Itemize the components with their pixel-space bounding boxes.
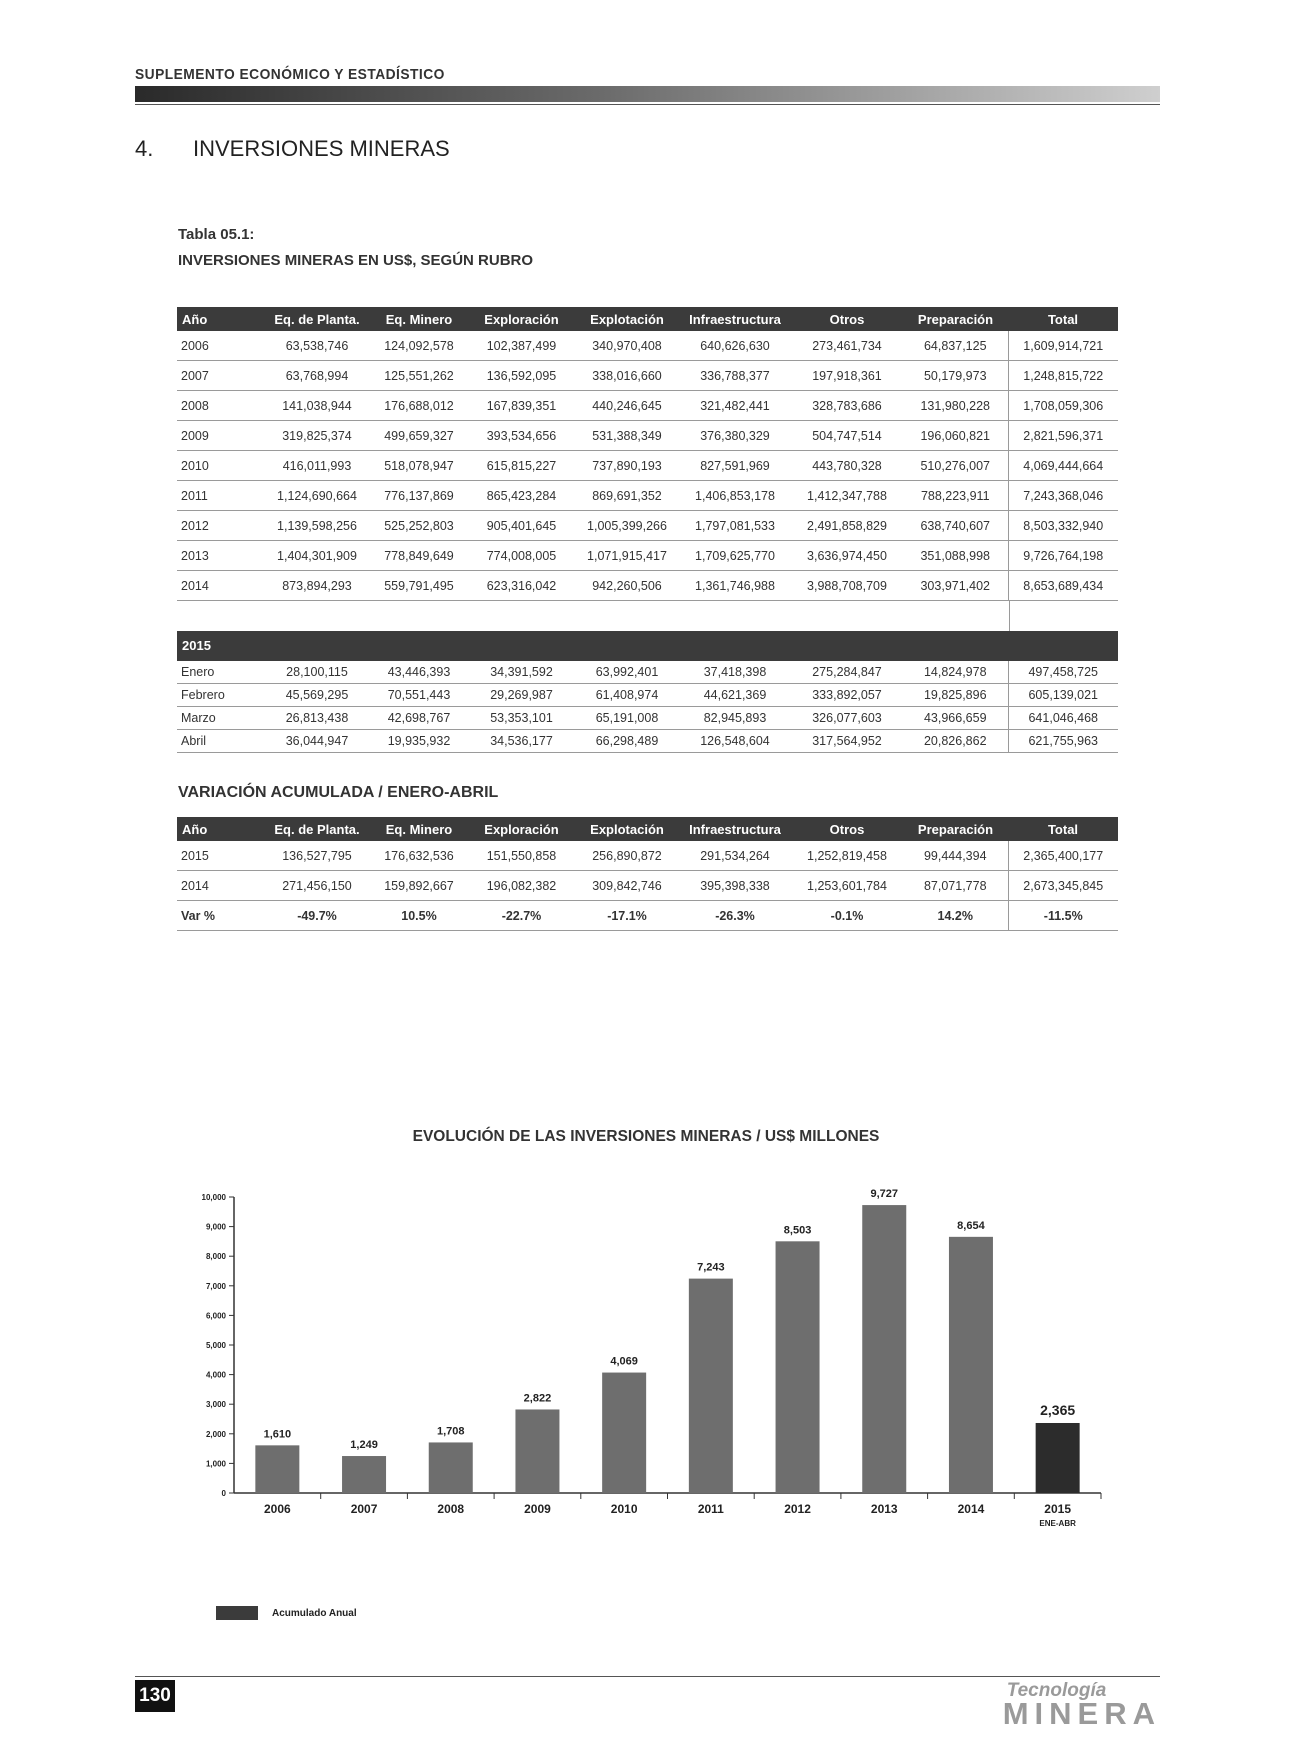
table-cell: 70,551,443 [370, 684, 468, 707]
table-cell: 19,935,932 [370, 730, 468, 753]
column-header: Total [1008, 817, 1118, 841]
table-cell: 333,892,057 [791, 684, 903, 707]
column-header: Preparación [903, 817, 1008, 841]
table-cell: 2010 [177, 451, 264, 481]
table-cell: 788,223,911 [903, 481, 1008, 511]
bar-2007 [342, 1456, 386, 1493]
column-header: Otros [791, 307, 903, 331]
table-cell: 2007 [177, 361, 264, 391]
table-cell: 3,988,708,709 [791, 571, 903, 601]
bar-2011 [689, 1279, 733, 1493]
section-number: 4. [135, 136, 154, 161]
table-cell: 336,788,377 [679, 361, 791, 391]
y-tick-label: 8,000 [205, 1252, 226, 1262]
table-cell: 42,698,767 [370, 707, 468, 730]
table-cell: 638,740,607 [903, 511, 1008, 541]
table-cell: 53,353,101 [468, 707, 575, 730]
table-cell: 2,491,858,829 [791, 511, 903, 541]
table-cell: 376,380,329 [679, 421, 791, 451]
x-tick-label: 2009 [524, 1502, 551, 1516]
bar-2009 [515, 1409, 559, 1493]
bar-value-label: 2,822 [523, 1392, 552, 1405]
bar-2006 [255, 1445, 299, 1493]
chart-legend [216, 1606, 357, 1620]
table-cell: 351,088,998 [903, 541, 1008, 571]
table-cell: 43,966,659 [903, 707, 1008, 730]
table-cell: 443,780,328 [791, 451, 903, 481]
section-title: INVERSIONES MINERAS [193, 136, 450, 161]
table-cell: 309,842,746 [575, 871, 679, 901]
table-cell: 1,797,081,533 [679, 511, 791, 541]
table-cell: 395,398,338 [679, 871, 791, 901]
y-tick-label: 7,000 [205, 1281, 226, 1291]
table-cell: 14,824,978 [903, 661, 1008, 684]
column-header: Eq. de Planta. [264, 307, 370, 331]
table-cell: 10.5% [370, 901, 468, 931]
table-cell: 159,892,667 [370, 871, 468, 901]
bar-value-label: 7,243 [697, 1261, 725, 1274]
table-cell: 1,253,601,784 [791, 871, 903, 901]
table-cell: 167,839,351 [468, 391, 575, 421]
table-cell: 131,980,228 [903, 391, 1008, 421]
column-header: Infraestructura [679, 307, 791, 331]
table-cell: 827,591,969 [679, 451, 791, 481]
column-header: Total [1008, 307, 1118, 331]
table-cell: 125,551,262 [370, 361, 468, 391]
y-tick-label: 10,000 [201, 1193, 226, 1202]
table-cell: 873,894,293 [264, 571, 370, 601]
table-cell: 615,815,227 [468, 451, 575, 481]
table-cell: 1,412,347,788 [791, 481, 903, 511]
table-cell: 176,688,012 [370, 391, 468, 421]
table-cell: 44,621,369 [679, 684, 791, 707]
table-cell: 151,550,858 [468, 841, 575, 871]
table-cell: 65,191,008 [575, 707, 679, 730]
bar-2008 [429, 1442, 473, 1493]
table-cell: 1,361,746,988 [679, 571, 791, 601]
table-cell: 36,044,947 [264, 730, 370, 753]
table-cell: 3,636,974,450 [791, 541, 903, 571]
table-cell: 1,404,301,909 [264, 541, 370, 571]
table-cell: 1,709,625,770 [679, 541, 791, 571]
column-header: Explotación [575, 817, 679, 841]
x-tick-label: 2010 [610, 1502, 638, 1516]
y-tick-label: 9,000 [205, 1222, 226, 1232]
table-cell: 7,243,368,046 [1008, 481, 1118, 511]
table-cell: 124,092,578 [370, 331, 468, 361]
column-header: Eq. Minero [370, 817, 468, 841]
table-cell: 303,971,402 [903, 571, 1008, 601]
table-cell: 37,418,398 [679, 661, 791, 684]
table-cell: 2015 [177, 841, 264, 871]
table-cell: 499,659,327 [370, 421, 468, 451]
table-cell: 2008 [177, 391, 264, 421]
year-2015-band: 2015 [177, 631, 1118, 661]
table-cell: 623,316,042 [468, 571, 575, 601]
table-cell: 34,391,592 [468, 661, 575, 684]
table-cell: 29,269,987 [468, 684, 575, 707]
x-tick-sublabel: ENE-ABR [1039, 1519, 1076, 1528]
variation-title: VARIACIÓN ACUMULADA / ENERO-ABRIL [178, 784, 499, 801]
table-cell: 64,837,125 [903, 331, 1008, 361]
column-header: Explotación [575, 307, 679, 331]
table-cell: 2,673,345,845 [1008, 871, 1118, 901]
table-cell: 271,456,150 [264, 871, 370, 901]
table-cell: Marzo [177, 707, 264, 730]
column-header: Exploración [468, 817, 575, 841]
table-cell: 641,046,468 [1008, 707, 1118, 730]
table-cell: 28,100,115 [264, 661, 370, 684]
table-cell: 778,849,649 [370, 541, 468, 571]
table-cell: 340,970,408 [575, 331, 679, 361]
table-cell: 605,139,021 [1008, 684, 1118, 707]
table-cell: 1,005,399,266 [575, 511, 679, 541]
table-cell: 82,945,893 [679, 707, 791, 730]
table-cell: 176,632,536 [370, 841, 468, 871]
table-cell: 497,458,725 [1008, 661, 1118, 684]
table-cell: 317,564,952 [791, 730, 903, 753]
x-tick-label: 2013 [870, 1502, 898, 1516]
table-cell: 20,826,862 [903, 730, 1008, 753]
y-tick-label: 1,000 [205, 1459, 226, 1469]
table-cell: 319,825,374 [264, 421, 370, 451]
table-cell: 1,252,819,458 [791, 841, 903, 871]
table-cell: 1,139,598,256 [264, 511, 370, 541]
table-cell: 737,890,193 [575, 451, 679, 481]
table-cell: 504,747,514 [791, 421, 903, 451]
bar-value-label: 9,727 [870, 1188, 899, 1201]
footer-rule [135, 1676, 1160, 1677]
table-cell: 393,534,656 [468, 421, 575, 451]
bar-value-label: 1,610 [263, 1428, 292, 1441]
publisher-logo [1002, 1680, 1161, 1731]
table-cell: 905,401,645 [468, 511, 575, 541]
bar-2013 [862, 1205, 906, 1493]
table-cell: 9,726,764,198 [1008, 541, 1118, 571]
column-header: Eq. Minero [370, 307, 468, 331]
column-header: Preparación [903, 307, 1008, 331]
table-cell: 8,503,332,940 [1008, 511, 1118, 541]
bar-value-label: 8,503 [783, 1224, 812, 1237]
table-cell: 1,248,815,722 [1008, 361, 1118, 391]
x-tick-label: 2008 [437, 1502, 465, 1516]
table-cell: 63,768,994 [264, 361, 370, 391]
table-cell: -49.7% [264, 901, 370, 931]
table-cell: 321,482,441 [679, 391, 791, 421]
column-header: Exploración [468, 307, 575, 331]
table-cell: 26,813,438 [264, 707, 370, 730]
table-cell: 2012 [177, 511, 264, 541]
table-cell: 776,137,869 [370, 481, 468, 511]
table-cell: 63,992,401 [575, 661, 679, 684]
table-cell: 275,284,847 [791, 661, 903, 684]
table-cell: 141,038,944 [264, 391, 370, 421]
table-cell: 61,408,974 [575, 684, 679, 707]
table-caption-title: INVERSIONES MINERAS EN US$, SEGÚN RUBRO [178, 252, 534, 269]
y-tick-label: 5,000 [205, 1341, 226, 1350]
table-cell: 2006 [177, 331, 264, 361]
table-cell: 136,592,095 [468, 361, 575, 391]
table-cell: 34,536,177 [468, 730, 575, 753]
x-tick-label: 2011 [697, 1502, 724, 1516]
bar-2012 [776, 1241, 820, 1493]
x-tick-label: 2006 [263, 1502, 291, 1516]
table-cell: 43,446,393 [370, 661, 468, 684]
table-cell: 640,626,630 [679, 331, 791, 361]
table-cell: 66,298,489 [575, 730, 679, 753]
table-cell: 2011 [177, 481, 264, 511]
table-cell: 2013 [177, 541, 264, 571]
table-cell: 2009 [177, 421, 264, 451]
chart-title: EVOLUCIÓN DE LAS INVERSIONES MINERAS / US$ MILLONES [412, 1128, 880, 1145]
logo-line-2: MINERA [1002, 1696, 1161, 1731]
bar-value-label: 2,365 [1040, 1401, 1076, 1418]
table-cell: 865,423,284 [468, 481, 575, 511]
bar-2010 [602, 1373, 646, 1493]
table-cell: 256,890,872 [575, 841, 679, 871]
logo-line-1: Tecnología [1006, 1680, 1107, 1701]
table-cell: 1,406,853,178 [679, 481, 791, 511]
table-cell: 273,461,734 [791, 331, 903, 361]
bar-value-label: 4,069 [610, 1355, 638, 1368]
column-header: Año [177, 817, 264, 841]
table-cell: 1,124,690,664 [264, 481, 370, 511]
x-tick-label: 2014 [957, 1502, 985, 1516]
table-cell: 2,365,400,177 [1008, 841, 1118, 871]
y-tick-label: 4,000 [205, 1370, 226, 1380]
column-header: Eq. de Planta. [264, 817, 370, 841]
table-cell: 1,071,915,417 [575, 541, 679, 571]
table-cell: 4,069,444,664 [1008, 451, 1118, 481]
table-cell: 291,534,264 [679, 841, 791, 871]
column-header: Infraestructura [679, 817, 791, 841]
bar-value-label: 1,708 [436, 1425, 465, 1438]
table-cell: 531,388,349 [575, 421, 679, 451]
table-cell: 2014 [177, 871, 264, 901]
table-cell: 2,821,596,371 [1008, 421, 1118, 451]
table-cell: 525,252,803 [370, 511, 468, 541]
bar-value-label: 8,654 [957, 1219, 985, 1232]
table-cell: Febrero [177, 684, 264, 707]
table-cell: Abril [177, 730, 264, 753]
bar-2014 [949, 1237, 993, 1493]
table-cell: 559,791,495 [370, 571, 468, 601]
column-header: Año [177, 307, 264, 331]
legend-label: Acumulado Anual [272, 1607, 357, 1619]
table-cell: 45,569,295 [264, 684, 370, 707]
column-header: Otros [791, 817, 903, 841]
table-cell: 87,071,778 [903, 871, 1008, 901]
table-cell: 328,783,686 [791, 391, 903, 421]
table-cell: -0.1% [791, 901, 903, 931]
y-tick-label: 6,000 [205, 1311, 226, 1321]
table-cell: 326,077,603 [791, 707, 903, 730]
table-cell: 510,276,007 [903, 451, 1008, 481]
table-cell: Enero [177, 661, 264, 684]
legend-swatch [216, 1606, 258, 1620]
table-cell: 102,387,499 [468, 331, 575, 361]
table-cell: -22.7% [468, 901, 575, 931]
table-cell: 1,609,914,721 [1008, 331, 1118, 361]
x-tick-label: 2012 [784, 1502, 811, 1516]
table-cell: 19,825,896 [903, 684, 1008, 707]
table-cell: 440,246,645 [575, 391, 679, 421]
table-cell: 1,708,059,306 [1008, 391, 1118, 421]
page-number: 130 [135, 1680, 175, 1712]
table-cell: 196,082,382 [468, 871, 575, 901]
table-cell: 338,016,660 [575, 361, 679, 391]
table-cell: -26.3% [679, 901, 791, 931]
table-caption-label: Tabla 05.1: [178, 226, 255, 243]
table-cell: 869,691,352 [575, 481, 679, 511]
x-tick-label: 2007 [350, 1502, 378, 1516]
table-cell: 196,060,821 [903, 421, 1008, 451]
table-cell: 774,008,005 [468, 541, 575, 571]
table-cell: 136,527,795 [264, 841, 370, 871]
y-tick-label: 0 [221, 1489, 226, 1498]
x-tick-label: 2015 [1044, 1502, 1072, 1516]
bar-value-label: 1,249 [350, 1439, 378, 1452]
bar-2015 [1036, 1423, 1080, 1493]
running-header-title: SUPLEMENTO ECONÓMICO Y ESTADÍSTICO [135, 66, 445, 83]
table-cell: 126,548,604 [679, 730, 791, 753]
y-tick-label: 3,000 [205, 1400, 226, 1410]
table-cell: 621,755,963 [1008, 730, 1118, 753]
table-cell: -11.5% [1008, 901, 1118, 931]
table-cell: 14.2% [903, 901, 1008, 931]
table-cell: 2014 [177, 571, 264, 601]
table-cell: 416,011,993 [264, 451, 370, 481]
table-cell: 99,444,394 [903, 841, 1008, 871]
table-cell: 197,918,361 [791, 361, 903, 391]
table-cell: -17.1% [575, 901, 679, 931]
table-cell: 63,538,746 [264, 331, 370, 361]
table-cell: Var % [177, 901, 264, 931]
table-cell: 50,179,973 [903, 361, 1008, 391]
table-cell: 942,260,506 [575, 571, 679, 601]
table-cell: 8,653,689,434 [1008, 571, 1118, 601]
table-cell: 518,078,947 [370, 451, 468, 481]
y-tick-label: 2,000 [205, 1429, 226, 1439]
